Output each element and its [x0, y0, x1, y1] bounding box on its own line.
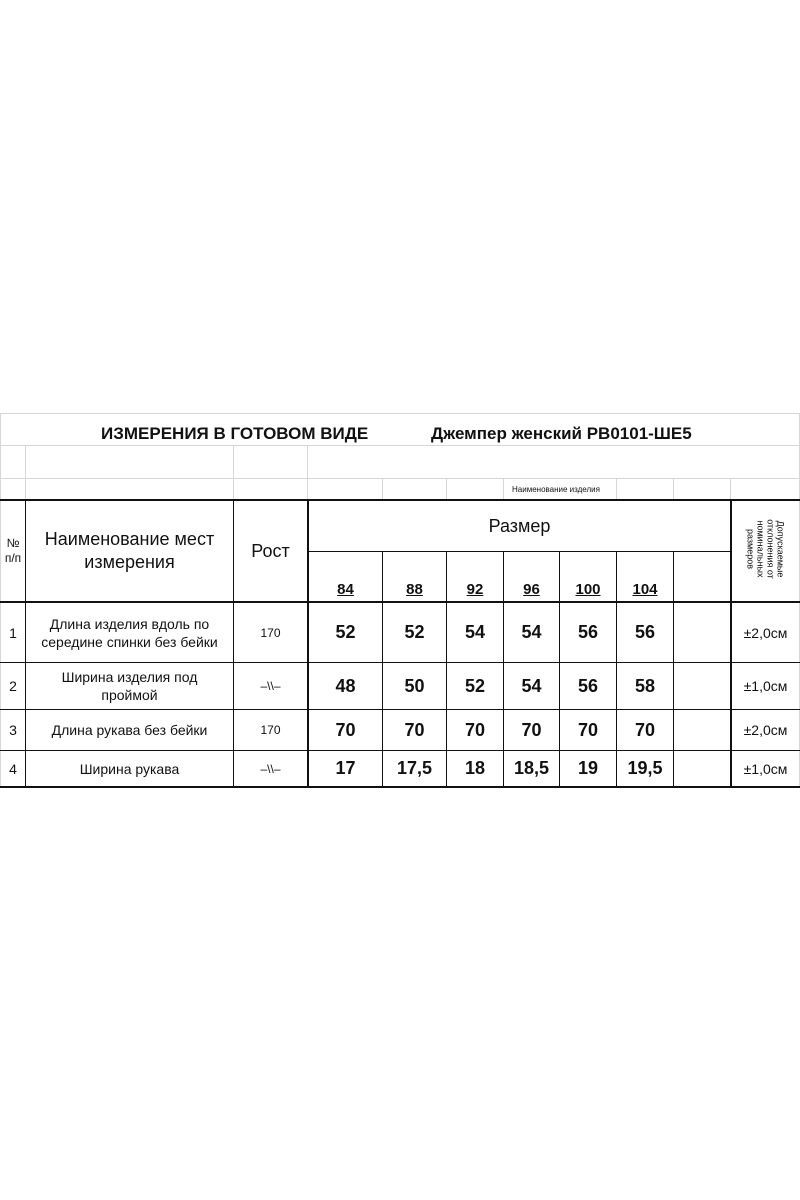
row-1-value: 56 [577, 622, 599, 642]
row-3-value: 70 [404, 719, 425, 740]
measurement-place-header: Наименование мест измерения [44, 529, 215, 572]
sheet-title: ИЗМЕРЕНИЯ В ГОТОВОМ ВИДЕ [101, 424, 369, 443]
row-4-value: 18,5 [513, 758, 550, 778]
row-4-name: Ширина рукава [79, 760, 180, 777]
row-1-value: 54 [521, 622, 542, 642]
row-2-height: –\\– [260, 679, 281, 693]
row-1-value: 54 [464, 622, 486, 642]
size-header: Размер [488, 515, 551, 536]
product-caption: Наименование изделия [512, 485, 600, 494]
number-header: № п/п [4, 536, 22, 565]
row-2-value: 56 [577, 675, 599, 696]
row-2-value: 58 [634, 675, 656, 696]
row-4-value: 19,5 [627, 758, 663, 778]
row-2-value: 52 [464, 675, 486, 696]
row-1-height: 170 [260, 625, 281, 640]
row-3-value: 70 [521, 719, 542, 740]
row-1-tolerance: ±2,0см [743, 624, 788, 641]
row-2-value: 50 [404, 675, 425, 696]
row-2-value: 48 [335, 675, 356, 696]
row-3-number: 3 [9, 722, 17, 738]
size-84: 84 [337, 580, 354, 598]
row-2-tolerance: ±1,0см [743, 678, 788, 694]
row-3-tolerance: ±2,0см [743, 722, 788, 738]
size-104: 104 [632, 580, 658, 598]
row-1-number: 1 [9, 624, 17, 641]
row-1-value: 52 [335, 622, 356, 642]
row-4-value: 17 [335, 758, 356, 778]
row-3-height: 170 [260, 723, 281, 737]
tolerance-header: Допускаемые отклонения от номинальных размеров [745, 519, 786, 579]
row-4-tolerance: ±1,0см [743, 760, 788, 777]
size-100: 100 [575, 580, 601, 598]
row-1-name: Длина изделия вдоль по середине спинки без бейки [41, 615, 218, 650]
size-96: 96 [523, 580, 540, 598]
row-4-number: 4 [9, 760, 17, 777]
row-3-value: 70 [464, 719, 486, 740]
row-1-value: 52 [404, 622, 425, 642]
row-2-number: 2 [9, 678, 17, 694]
row-4-value: 18 [464, 758, 486, 778]
height-header: Рост [251, 540, 290, 561]
row-4-height: –\\– [260, 761, 281, 776]
row-4-value: 17,5 [396, 758, 433, 778]
row-3-value: 70 [634, 719, 656, 740]
product-name: Джемпер женский РВ0101-ШЕ5 [431, 424, 692, 443]
row-3-value: 70 [335, 719, 356, 740]
size-92: 92 [466, 580, 484, 598]
size-88: 88 [406, 580, 423, 598]
row-1-value: 56 [634, 622, 656, 642]
row-3-value: 70 [577, 719, 599, 740]
row-2-name: Ширина изделия под проймой [61, 669, 198, 703]
row-4-value: 19 [577, 758, 599, 778]
row-3-name: Длина рукава без бейки [51, 722, 208, 738]
row-2-value: 54 [521, 675, 542, 696]
